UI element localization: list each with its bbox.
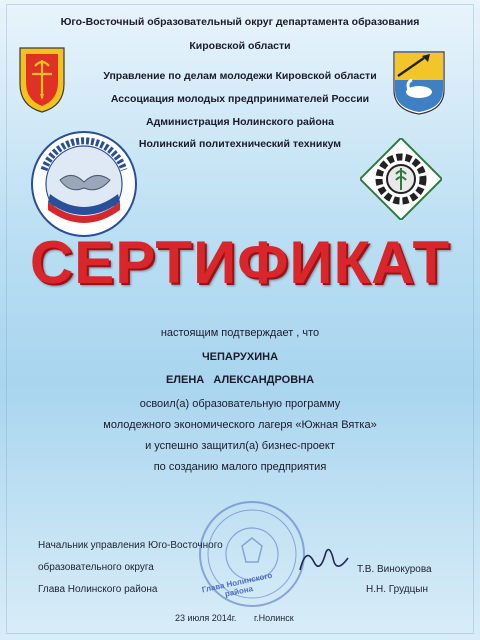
org-line-3: Администрация Нолинского района [146, 116, 334, 128]
confirm-text: настоящим подтверждает , что [160, 327, 320, 339]
signature-icon [296, 540, 352, 576]
body-text-1: освоил(а) образовательную программу [139, 398, 341, 410]
certificate-title: СЕРТИФИКАТ [29, 229, 451, 296]
org-line-4: Нолинский политехнический техникум [138, 138, 342, 150]
signer-name-1: Т.В. Винокурова [357, 564, 432, 575]
org-line-2: Ассоциация молодых предпринимателей России [110, 93, 370, 105]
signer-name-2: Н.Н. Грудцын [366, 584, 429, 595]
college-gear-logo-icon [360, 138, 442, 220]
association-logo-icon [30, 130, 138, 238]
recipient-surname: ЧЕПАРУХИНА [201, 351, 279, 363]
nolinsk-coat-of-arms-icon [392, 50, 446, 116]
header-line-2: Кировской области [189, 40, 291, 52]
body-text-4: по созданию малого предприятия [153, 461, 327, 473]
body-text-2: молодежного экономического лагеря «Южная Вятка» [103, 419, 377, 431]
signer-role-1-line-1: Начальник управления Юго-Восточного [38, 540, 223, 551]
issue-place: г.Нолинск [254, 613, 294, 623]
body-text-3: и успешно защитил(а) бизнес-проект [145, 440, 335, 452]
signer-role-1-line-2: образовательного округа [38, 562, 154, 573]
issue-date: 23 июля 2014г. [175, 613, 237, 623]
header-line-1: Юго-Восточный образовательный округ департамента образования [60, 16, 420, 28]
signer-role-2: Глава Нолинского района [38, 584, 158, 595]
org-line-1: Управление по делам молодежи Кировской области [103, 70, 377, 82]
stamp-text: Глава Нолинского района [201, 570, 274, 599]
recipient-name: ЕЛЕНА АЛЕКСАНДРОВНА [165, 374, 315, 386]
